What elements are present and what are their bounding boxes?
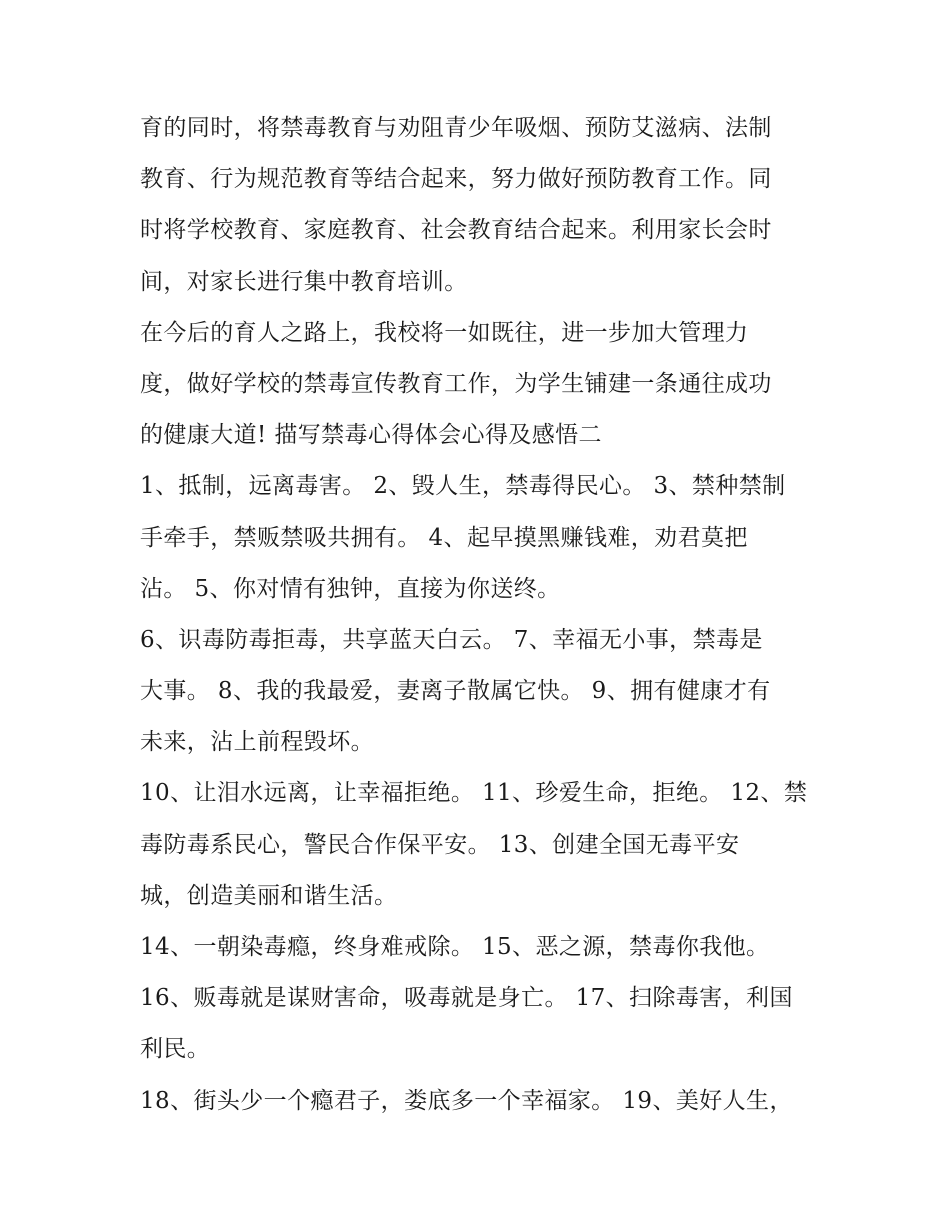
text-line: 间，对家长进行集中教育培训。 [140,268,468,295]
text-line: 大事。 8、我的我最爱，妻离子散属它快。 9、拥有健康才有 [140,678,771,705]
text-line: 16、贩毒就是谋财害命，吸毒就是身亡。 17、扫除毒害，利国 [140,985,793,1012]
text-line: 6、识毒防毒拒毒，共享蓝天白云。 7、幸福无小事，禁毒是 [140,626,763,653]
text-line: 沾。 5、你对情有独钟，直接为你送终。 [140,575,561,602]
text-line: 毒防毒系民心，警民合作保平安。 13、创建全国无毒平安 [140,831,740,858]
text-line: 教育、行为规范教育等结合起来，努力做好预防教育工作。同 [140,166,772,193]
body-text [140,103,820,1127]
text-line: 城，创造美丽和谐生活。 [140,882,398,909]
text-line: 育的同时，将禁毒教育与劝阻青少年吸烟、预防艾滋病、法制 [140,115,772,141]
text-line: 14、一朝染毒瘾，终身难戒除。 15、恶之源，禁毒你我他。 [140,934,770,960]
text-line: 手牵手，禁贩禁吸共拥有。 4、起早摸黑赚钱难，劝君莫把 [140,524,748,551]
text-line: 1、抵制，远离毒害。 2、毁人生，禁毒得民心。 3、禁种禁制 [140,473,786,500]
text-line: 未来，沾上前程毁坏。 [140,729,374,756]
text-line: 10、让泪水远离，让幸福拒绝。 11、珍爱生命，拒绝。 12、禁 [140,780,808,807]
text-line: 18、街头少一个瘾君子，娄底多一个幸福家。 19、美好人生， [140,1087,793,1114]
text-line: 度，做好学校的禁毒宣传教育工作，为学生铺建一条通往成功 [140,370,772,397]
text-line: 在今后的育人之路上，我校将一如既往，进一步加大管理力 [140,319,749,346]
text-line: 利民。 [140,1036,211,1063]
text-line: 的健康大道! 描写禁毒心得体会心得及感悟二 [140,422,602,449]
text-line: 时将学校教育、家庭教育、社会教育结合起来。利用家长会时 [140,217,772,244]
